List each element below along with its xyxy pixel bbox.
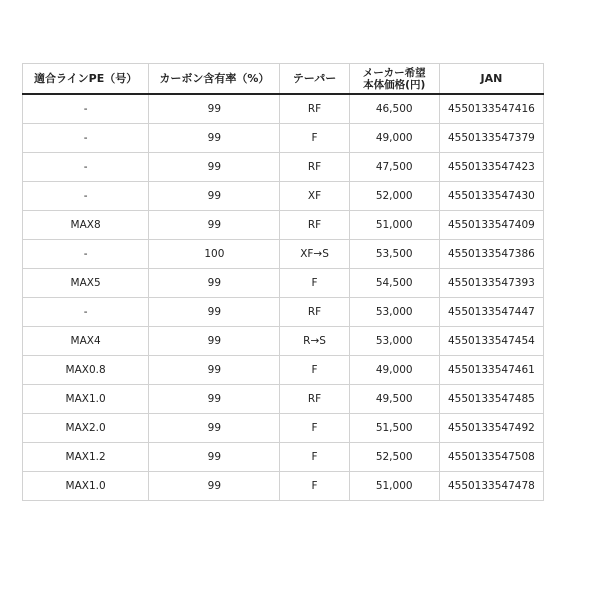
header-row xyxy=(23,64,544,95)
table-row xyxy=(23,472,544,501)
table-body xyxy=(23,94,544,501)
table-row xyxy=(23,327,544,356)
cell-jan: 4550133547423 xyxy=(439,153,543,182)
table-row xyxy=(23,182,544,211)
table-row xyxy=(23,443,544,472)
header-price-line2: 本体価格(円) xyxy=(363,78,426,91)
header-carbon: カーボン含有率（%） xyxy=(149,64,280,95)
cell-pe: MAX1.0 xyxy=(23,385,149,414)
header-jan: JAN xyxy=(439,64,543,95)
cell-taper: F xyxy=(280,472,349,501)
cell-carbon: 99 xyxy=(149,327,280,356)
cell-jan: 4550133547379 xyxy=(439,124,543,153)
cell-taper: F xyxy=(280,269,349,298)
table-row xyxy=(23,356,544,385)
cell-taper: F xyxy=(280,124,349,153)
cell-taper: RF xyxy=(280,94,349,124)
cell-price: 49,500 xyxy=(349,385,439,414)
cell-price: 53,000 xyxy=(349,327,439,356)
cell-pe: - xyxy=(23,124,149,153)
cell-pe: MAX1.0 xyxy=(23,472,149,501)
cell-pe: MAX4 xyxy=(23,327,149,356)
table-row xyxy=(23,298,544,327)
cell-price: 51,500 xyxy=(349,414,439,443)
cell-taper: XF→S xyxy=(280,240,349,269)
header-price xyxy=(349,64,439,95)
table-row xyxy=(23,269,544,298)
cell-carbon: 99 xyxy=(149,124,280,153)
header-price-line1: メーカー希望 xyxy=(362,66,426,79)
table-row xyxy=(23,124,544,153)
cell-carbon: 99 xyxy=(149,182,280,211)
cell-jan: 4550133547492 xyxy=(439,414,543,443)
cell-jan: 4550133547485 xyxy=(439,385,543,414)
cell-carbon: 99 xyxy=(149,153,280,182)
cell-jan: 4550133547461 xyxy=(439,356,543,385)
cell-pe: MAX0.8 xyxy=(23,356,149,385)
cell-price: 52,000 xyxy=(349,182,439,211)
cell-pe: MAX2.0 xyxy=(23,414,149,443)
cell-carbon: 99 xyxy=(149,269,280,298)
cell-carbon: 99 xyxy=(149,298,280,327)
cell-price: 53,500 xyxy=(349,240,439,269)
cell-pe: - xyxy=(23,153,149,182)
cell-taper: RF xyxy=(280,298,349,327)
cell-pe: - xyxy=(23,298,149,327)
cell-carbon: 99 xyxy=(149,94,280,124)
cell-carbon: 100 xyxy=(149,240,280,269)
cell-jan: 4550133547478 xyxy=(439,472,543,501)
cell-jan: 4550133547416 xyxy=(439,94,543,124)
cell-jan: 4550133547430 xyxy=(439,182,543,211)
cell-price: 53,000 xyxy=(349,298,439,327)
table-row xyxy=(23,94,544,124)
cell-taper: F xyxy=(280,356,349,385)
table-row xyxy=(23,153,544,182)
cell-pe: MAX5 xyxy=(23,269,149,298)
cell-pe: - xyxy=(23,240,149,269)
table-row xyxy=(23,414,544,443)
cell-carbon: 99 xyxy=(149,443,280,472)
cell-jan: 4550133547393 xyxy=(439,269,543,298)
table-row xyxy=(23,385,544,414)
header-taper: テーパー xyxy=(280,64,349,95)
cell-jan: 4550133547447 xyxy=(439,298,543,327)
cell-pe: - xyxy=(23,182,149,211)
cell-carbon: 99 xyxy=(149,472,280,501)
spec-table xyxy=(22,63,544,501)
cell-price: 52,500 xyxy=(349,443,439,472)
cell-taper: XF xyxy=(280,182,349,211)
cell-carbon: 99 xyxy=(149,385,280,414)
cell-price: 46,500 xyxy=(349,94,439,124)
cell-carbon: 99 xyxy=(149,211,280,240)
cell-price: 47,500 xyxy=(349,153,439,182)
header-pe-line: 適合ラインPE（号） xyxy=(23,64,149,95)
cell-jan: 4550133547386 xyxy=(439,240,543,269)
cell-taper: R→S xyxy=(280,327,349,356)
cell-taper: F xyxy=(280,414,349,443)
cell-price: 51,000 xyxy=(349,472,439,501)
cell-taper: RF xyxy=(280,385,349,414)
cell-price: 51,000 xyxy=(349,211,439,240)
table-row xyxy=(23,211,544,240)
cell-carbon: 99 xyxy=(149,414,280,443)
table-row xyxy=(23,240,544,269)
cell-carbon: 99 xyxy=(149,356,280,385)
cell-jan: 4550133547454 xyxy=(439,327,543,356)
cell-price: 49,000 xyxy=(349,124,439,153)
cell-taper: F xyxy=(280,443,349,472)
cell-pe: - xyxy=(23,94,149,124)
cell-pe: MAX8 xyxy=(23,211,149,240)
cell-price: 49,000 xyxy=(349,356,439,385)
cell-price: 54,500 xyxy=(349,269,439,298)
table-header xyxy=(23,64,544,95)
cell-taper: RF xyxy=(280,211,349,240)
cell-jan: 4550133547409 xyxy=(439,211,543,240)
cell-jan: 4550133547508 xyxy=(439,443,543,472)
cell-taper: RF xyxy=(280,153,349,182)
cell-pe: MAX1.2 xyxy=(23,443,149,472)
